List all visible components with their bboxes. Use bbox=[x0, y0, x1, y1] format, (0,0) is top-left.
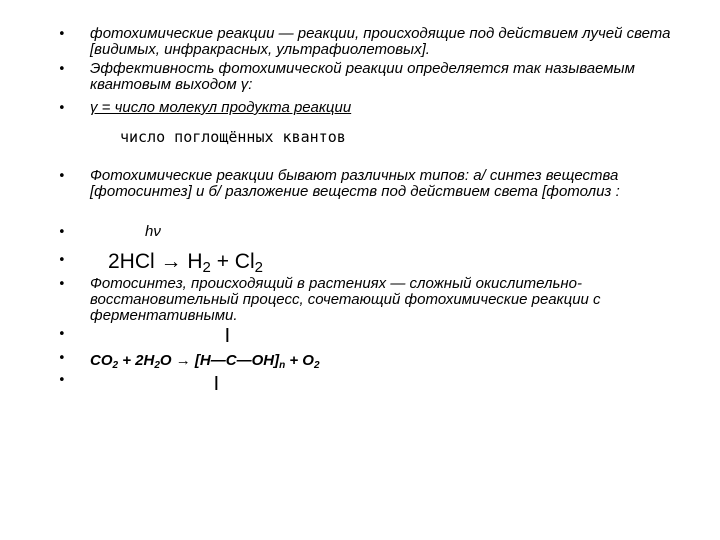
bullet: • bbox=[58, 351, 66, 366]
bullet: • bbox=[58, 253, 66, 268]
subscript: 2 bbox=[112, 360, 119, 371]
equation-part: + Cl bbox=[210, 250, 255, 273]
bullet: • bbox=[58, 101, 66, 116]
photosynthesis-equation bbox=[90, 352, 320, 371]
bullet: • bbox=[58, 327, 66, 342]
subscript: 2 bbox=[254, 259, 263, 276]
equation-part: CO bbox=[90, 352, 113, 369]
equation-part: + 2H bbox=[118, 352, 155, 369]
quantum-yield-denominator: число поглощённых квантов bbox=[120, 128, 346, 146]
paragraph-photosynthesis: Фотосинтез, происходящий в растениях — сложный окислительно-восстановительный процесс, сочетающий фотохимические реакции с ферментативными. bbox=[90, 275, 601, 324]
equation-part: 2HCl → H bbox=[108, 250, 203, 273]
paragraph-efficiency: Эффективность фотохимической реакции определяется так называемым квантовым выходом γ: bbox=[90, 60, 635, 93]
bullet: • bbox=[58, 169, 66, 184]
photolysis-equation bbox=[108, 250, 263, 276]
equation-part: O → [H—C—OH] bbox=[159, 352, 280, 369]
bullet: • bbox=[58, 27, 66, 42]
bullet: • bbox=[58, 225, 66, 240]
subscript: 2 bbox=[154, 360, 160, 371]
paragraph-definition: фотохимические реакции — реакции, происходящие под действием лучей света [видимых, инфракрасных, ультрафиолетовых]. bbox=[90, 25, 671, 58]
bond-line-lower: | bbox=[214, 374, 219, 391]
subscript: 2 bbox=[202, 259, 211, 276]
bullet: • bbox=[58, 277, 66, 292]
subscript: 2 bbox=[313, 360, 320, 371]
paragraph-types: Фотохимические реакции бывают различных типов: а/ синтез вещества [фотосинтез] и б/ разложение веществ под действием света [фотолиз : bbox=[90, 167, 620, 200]
equation-part: + O bbox=[285, 352, 314, 369]
photon-energy-label: hν bbox=[145, 223, 161, 240]
bullet: • bbox=[58, 373, 66, 388]
bullet: • bbox=[58, 62, 66, 77]
bond-line-upper: | bbox=[225, 326, 230, 343]
quantum-yield-numerator: γ = число молекул продукта реакции bbox=[90, 99, 352, 116]
subscript: n bbox=[279, 360, 286, 371]
